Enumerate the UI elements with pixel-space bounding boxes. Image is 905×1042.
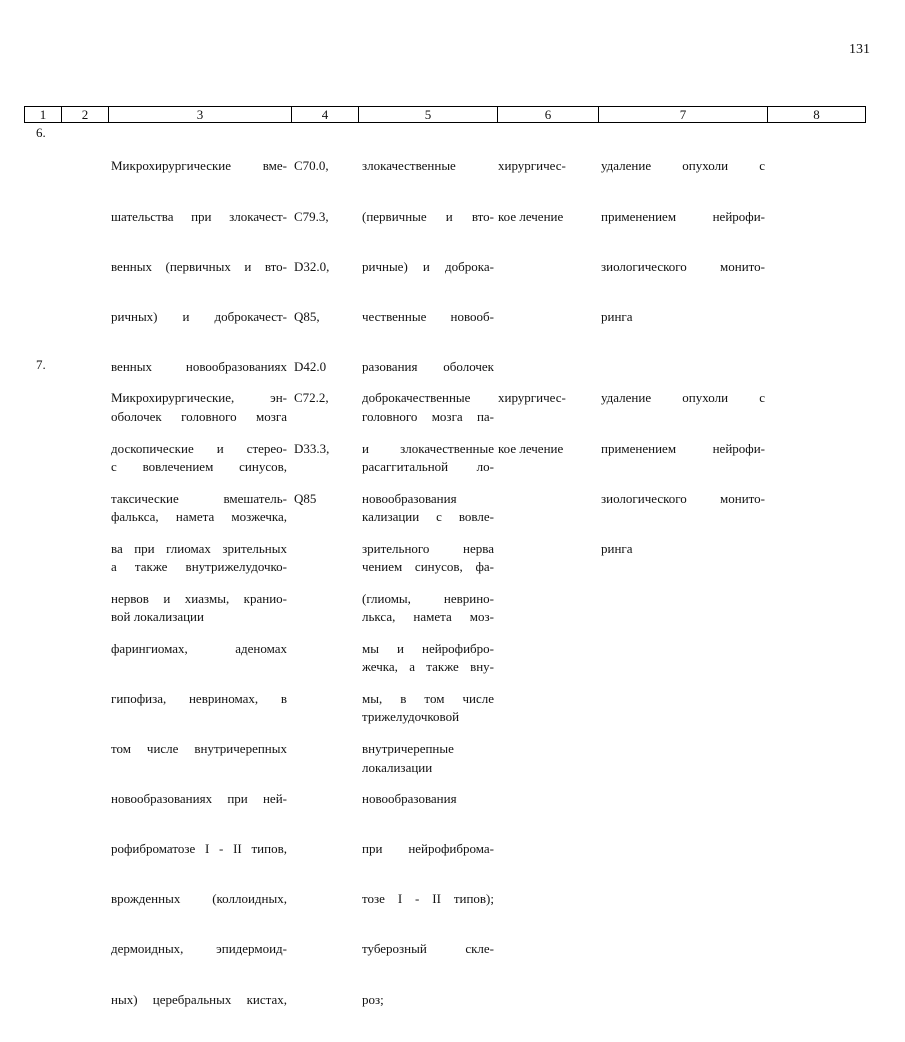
page-number: 131: [849, 42, 870, 57]
header-col-1: 1: [39, 107, 47, 122]
header-col-3: 3: [196, 107, 204, 122]
header-col-7: 7: [679, 107, 687, 122]
header-col-4: 4: [321, 107, 329, 122]
header-col-6: 6: [544, 107, 552, 122]
row-col7: удаление опухоли с применением нейрофи- зиологического монито- ринга: [601, 158, 765, 324]
row-col6: хирургичес- кое лечение: [498, 158, 566, 224]
table-header-row: [24, 106, 866, 123]
row-col7: удаление опухоли с применением нейрофи- зиологического монито- ринга: [601, 390, 765, 556]
header-col-2: 2: [81, 107, 89, 122]
row-col4: C72.2, D33.3, Q85: [294, 390, 330, 506]
row-col5: злокачественные (первичные и вто- ричные) и доброка- чественные новооб- разования оболочек головного мозга па- расаггитальной ло- кализации с вовле- чением синусов, фа- лькса, намета моз- жечка, а также вну- трижелудочковой локализации: [362, 158, 494, 775]
row-number: 7.: [36, 357, 46, 372]
row-col3: Микрохирургические, эн- доскопические и стерео- таксические вмешатель- ва при глиомах зрительных нервов и хиазмы, кранио- фарингиомах, аденомах гипофиза, невриномах, в том числе внутричерепных новообразованиях при ней- рофиброматозе I - II типов, врожденных (коллоидных, дермоидных, эпидермоид- ных) церебральных кистах,: [111, 390, 287, 1007]
row-col5: доброкачественные и злокачественные новообразования зрительного нерва (глиомы, неврино- мы и нейрофибро- мы, в том числе внутричерепные новообразования при нейрофиброма- тозе I - II типов); туберозный скле- роз;: [362, 390, 494, 1007]
row-col4: C70.0, C79.3, D32.0, Q85, D42.0: [294, 158, 330, 374]
header-col-5: 5: [424, 107, 432, 122]
row-col3: Микрохирургические вме- шательства при злокачест- венных (первичных и вто- ричных) и доброкачест- венных новообразованиях оболочек головного мозга с вовлечением синусов, фалькса, намета мозжечка, а также внутрижелудочко- вой локализации: [111, 158, 287, 625]
header-col-8: 8: [813, 107, 820, 122]
row-number: 6.: [36, 125, 46, 140]
row-col6: хирургичес- кое лечение: [498, 390, 566, 456]
